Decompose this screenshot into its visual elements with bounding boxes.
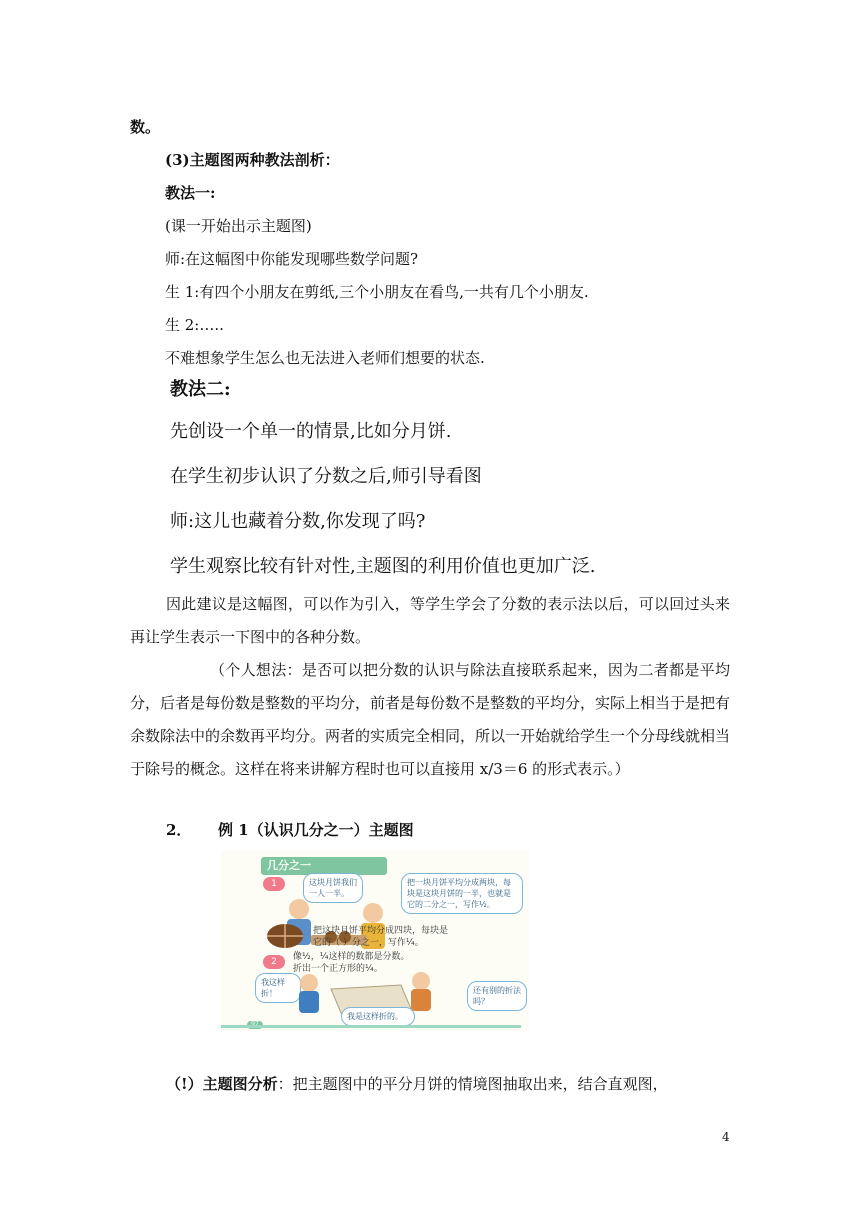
section-number: 2．	[166, 821, 192, 839]
text-line: 生 2:…..	[165, 316, 224, 334]
paragraph: 因此建议是这幅图，可以作为引入，等学生学会了分数的表示法以后，可以回过头来再让学生表示一下图中的各种分数。	[130, 595, 730, 646]
method-one-heading: 教法一:	[165, 184, 216, 202]
text-line: 先创设一个单一的情景,比如分月饼.	[170, 421, 452, 442]
speech-bubble: 这块月饼我们一人一半。	[303, 873, 363, 903]
figure-banner: 几分之一	[261, 857, 387, 875]
speech-bubble: 把一块月饼平均分成两块，每块是这块月饼的一半，也就是它的二分之一，写作½。	[401, 873, 523, 914]
mooncake-icon	[265, 921, 305, 951]
text-line: 生 1:有四个小朋友在剪纸,三个小朋友在看鸟,一共有几个小朋友.	[165, 283, 589, 301]
line-continuation: 数。	[130, 118, 161, 136]
textbook-illustration	[221, 851, 529, 1031]
figure-footer-bar	[221, 1025, 521, 1028]
text-line: (课一开始出示主题图)	[165, 217, 312, 235]
text-line: 师:这儿也藏着分数,你发现了吗?	[170, 511, 426, 532]
figure-text: 把这块月饼平均分成四块，每块是	[313, 926, 449, 936]
figure-tag: 2	[263, 955, 285, 969]
section-heading: (3)主题图两种教法剖析：	[165, 151, 340, 169]
section-title: 例 1（认识几分之一）主题图	[218, 821, 414, 839]
figure-tag: 1	[263, 877, 285, 891]
text-line: 在学生初步认识了分数之后,师引导看图	[170, 466, 482, 487]
page-number: 4	[722, 1130, 730, 1144]
analysis-label: （!）主题图分析	[166, 1075, 278, 1093]
figure-text: 像½，¼这样的数都是分数。	[293, 952, 410, 962]
speech-bubble: 还有别的折法吗？	[467, 981, 527, 1011]
method-two-heading: 教法二:	[170, 379, 231, 400]
speech-bubble: 我这样折！	[255, 973, 301, 1003]
text-line: 不难想象学生怎么也无法进入老师们想要的状态.	[165, 349, 485, 367]
text-line: 学生观察比较有针对性,主题图的利用价值也更加广泛.	[170, 556, 596, 577]
text-line: 师:在这幅图中你能发现哪些数学问题?	[165, 250, 419, 268]
figure-text: 折出一个正方形的¼。	[293, 964, 383, 974]
figure-text: 它的（ ）分之一，写作¼。	[313, 938, 424, 948]
paragraph-note: （个人想法：是否可以把分数的认识与除法直接联系起来，因为二者都是平均分，后者是每份数是整数的平均分，前者是每份数不是整数的平均分，实际上相当于是把有余数除法中的余数再平均分。两者的实质完全相同，所以一开始就给学生一个分母线就相当于除号的概念。这样在将来讲解方程时也可以直接用 x/3＝6 的形式表示。）	[130, 661, 731, 778]
analysis-text: ：把主题图中的平分月饼的情境图抽取出来，结合直观图，	[277, 1075, 668, 1093]
analysis-line	[166, 1074, 668, 1094]
speech-bubble: 我是这样折的。	[341, 1007, 415, 1026]
